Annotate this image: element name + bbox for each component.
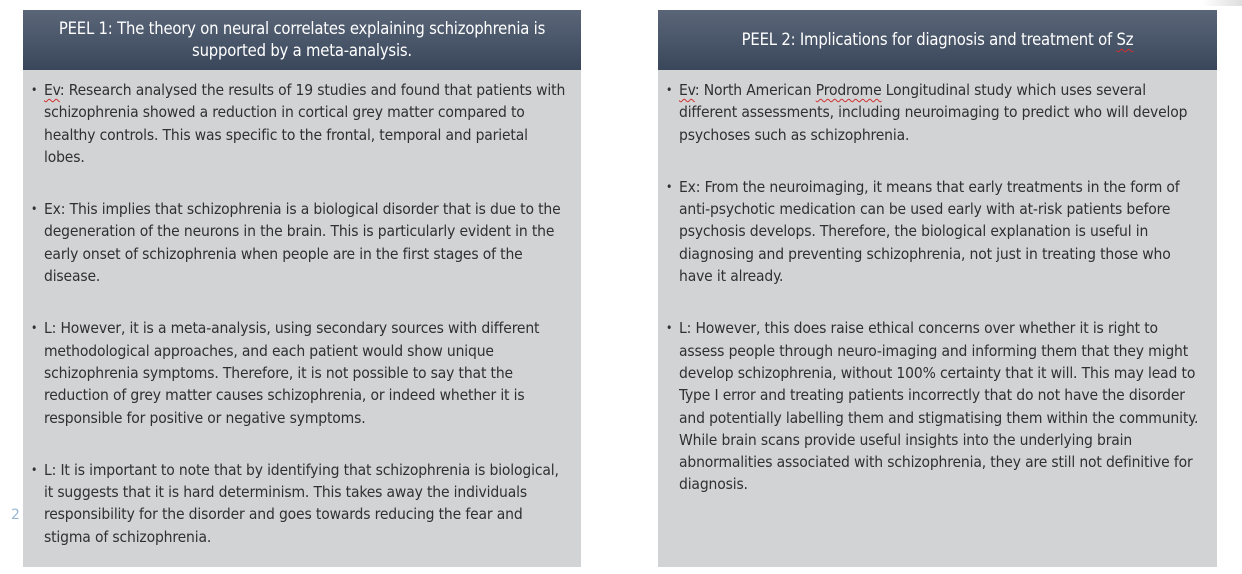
- peel-2-body: [658, 70, 1217, 496]
- bullet-text: L: It is important to note that by identifying that schizophrenia is biological, it suggests that it is hard determinism. This takes away the individuals responsibility for the disorder and goes towards reducing the fear and stigma of schizophrenia.: [44, 460, 559, 546]
- bullet-evidence: [31, 79, 571, 168]
- peel-1-body: [23, 70, 581, 548]
- page-number: 2: [11, 507, 20, 523]
- bullet-explanation: [31, 198, 571, 287]
- spellcheck-word: Prodrome: [815, 81, 882, 99]
- spellcheck-word: Ev: [44, 81, 60, 99]
- corner-shadow: [1202, 0, 1242, 6]
- bullet-dot-icon: •: [31, 83, 38, 97]
- bullet-evidence: • Ev: North American Prodrome Longitudinal study which uses several different assessments, including neuroimaging to predict who will develop psychoses such as schizophrenia.: [666, 79, 1207, 146]
- bullet-explanation: [666, 176, 1207, 287]
- peel-2-title: PEEL 2: Implications for diagnosis and treatment of Sz: [658, 10, 1217, 70]
- bullet-link: [666, 317, 1207, 495]
- bullet-dot-icon: •: [31, 321, 38, 336]
- bullet-dot-icon: •: [666, 179, 673, 194]
- peel-1-title: PEEL 1: The theory on neural correlates explaining schizophrenia is supported by a meta-analysis.: [23, 10, 581, 70]
- bullet-text: L: However, it is a meta-analysis, using secondary sources with different methodological approaches, and each patient would show unique schizophrenia symptoms. Therefore, it is not possible to say that the reduction of grey matter causes schizophrenia, or indeed whether it is responsible for positive or negative symptoms.: [44, 319, 540, 427]
- bullet-dot-icon: •: [666, 83, 673, 97]
- spellcheck-word: Sz: [1116, 30, 1134, 49]
- bullet-text: Ex: This implies that schizophrenia is a biological disorder that is due to the degeneration of the neurons in the brain. This is particularly evident in the early onset of schizophrenia when people are in the first stages of the disease.: [44, 200, 561, 286]
- peel-2-panel: [658, 10, 1217, 567]
- bullet-text: : Research analysed the results of 19 studies and found that patients with schizophrenia showed a reduction in cortical grey matter compared to healthy controls. This was specific to the frontal, temporal and parietal lobes.: [44, 81, 566, 166]
- bullet-link-1: [31, 317, 571, 428]
- bullet-dot-icon: •: [31, 202, 38, 217]
- bullet-text: L: However, this does raise ethical concerns over whether it is right to assess people through neuro-imaging and informing them that they might develop schizophrenia, without 100% certainty that it will. This may lead to Type I error and treating patients incorrectly that do not have the disorder and potentially labelling them and stigmatising them within the community. While brain scans provide useful insights into the underlying brain abnormalities associated with schizophrenia, they are still not definitive for diagnosis.: [679, 319, 1199, 494]
- bullet-dot-icon: •: [31, 462, 38, 477]
- bullet-link-2: [31, 459, 571, 548]
- peel-1-panel: [23, 10, 581, 567]
- bullet-text: Ex: From the neuroimaging, it means that early treatments in the form of anti-psychotic medication can be used early with at-risk patients before psychosis develops. Therefore, the biological explanation is useful in diagnosing and preventing schizophrenia, not just in treating those who have it already.: [679, 177, 1180, 286]
- bullet-dot-icon: •: [666, 321, 673, 336]
- spellcheck-word: Ev: [679, 81, 695, 99]
